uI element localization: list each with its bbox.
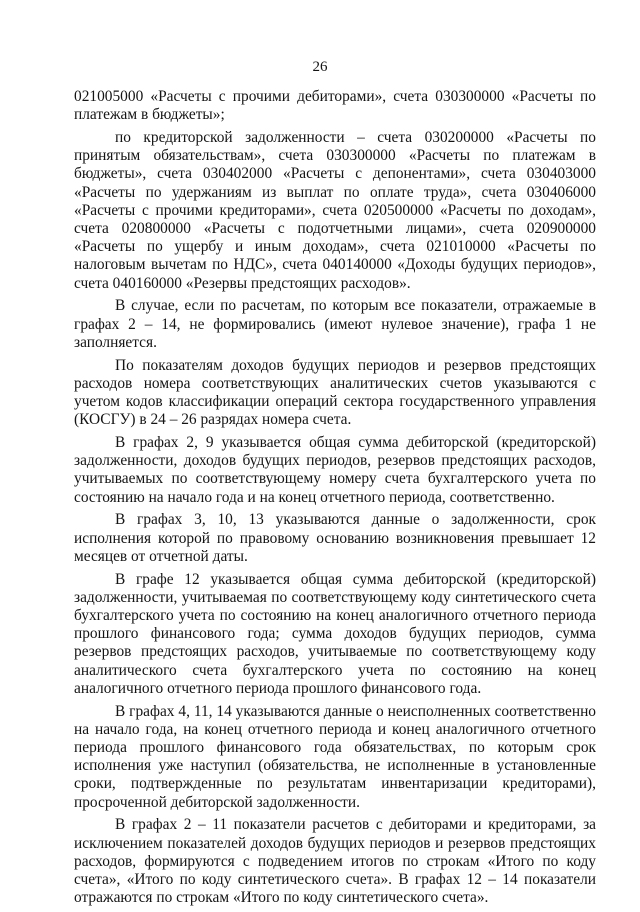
paragraph-column-12: В графе 12 указывается общая сумма дебиторской (кредиторской) задолженности, учитываемая по соответствующему коду синтетического счета бухгалтерского учета по состоянию на конец аналогичного отчетного периода прошлого финансового года; сумма доходов будущих периодов, сумма резервов предстоящих расходов, учитываемые по соответствующему коду аналитического счета бухгалтерского учета по состоянию на конец аналогичного отчетного периода прошлого финансового года.: [74, 570, 596, 697]
paragraph-debtor-accounts-continued: 021005000 «Расчеты с прочими дебиторами», счета 030300000 «Расчеты по платежам в бюджеты»;: [74, 88, 596, 124]
paragraph-columns-3-10-13: В графах 3, 10, 13 указываются данные о задолженности, срок исполнения которой по правовому основанию возникновения превышает 12 месяцев от отчетной даты.: [74, 511, 596, 565]
paragraph-zero-values: В случае, если по расчетам, по которым все показатели, отражаемые в графах 2 – 14, не формировались (имеют нулевое значение), графа 1 не заполняется.: [74, 297, 596, 351]
paragraph-future-income-reserves: По показателям доходов будущих периодов и резервов предстоящих расходов номера соответствующих аналитических счетов указываются с учетом кодов классификации операций сектора государственного управления (КОСГУ) в 24 – 26 разрядах номера счета.: [74, 356, 596, 429]
paragraph-columns-4-11-14: В графах 4, 11, 14 указываются данные о неисполненных соответственно на начало года, на конец отчетного периода и конец аналогичного отчетного периода прошлого финансового года обязательствах, по которым срок исполнения уже наступил (обязательства, не исполненные в установленные сроки, подтвержденные по результатам инвентаризации кредиторами), просроченной дебиторской задолженности.: [74, 702, 596, 811]
paragraph-columns-2-11-totals: В графах 2 – 11 показатели расчетов с дебиторами и кредиторами, за исключением показателей доходов будущих периодов и резервов предстоящих расходов, формируются с подведением итогов по строкам «Итого по коду счета», «Итого по коду синтетического счета». В графах 12 – 14 показатели отражаются по строкам «Итого по коду синтетического счета».: [74, 816, 596, 907]
page-number: 26: [312, 59, 328, 75]
paragraph-columns-2-9: В графах 2, 9 указывается общая сумма дебиторской (кредиторской) задолженности, доходов будущих периодов, резервов предстоящих расходов, учитываемых по соответствующему номеру счета бухгалтерского учета по состоянию на начало года и на конец отчетного периода, соответственно.: [74, 434, 596, 506]
paragraph-creditor-accounts: по кредиторской задолженности – счета 030200000 «Расчеты по принятым обязательствам», счета 030300000 «Расчеты по платежам в бюджеты», счета 030402000 «Расчеты с депонентами», счета 030403000 «Расчеты по удержаниям из выплат по оплате труда», счета 030406000 «Расчеты с прочими кредиторами», счета 020500000 «Расчеты по доходам», счета 020800000 «Расчеты с подотчетными лицами», счета 020900000 «Расчеты по ущербу и иным доходам», счета 021010000 «Расчеты по налоговым вычетам по НДС», счета 040140000 «Доходы будущих периодов», счета 040160000 «Резервы предстоящих расходов».: [74, 129, 596, 292]
document-body: [74, 88, 596, 912]
